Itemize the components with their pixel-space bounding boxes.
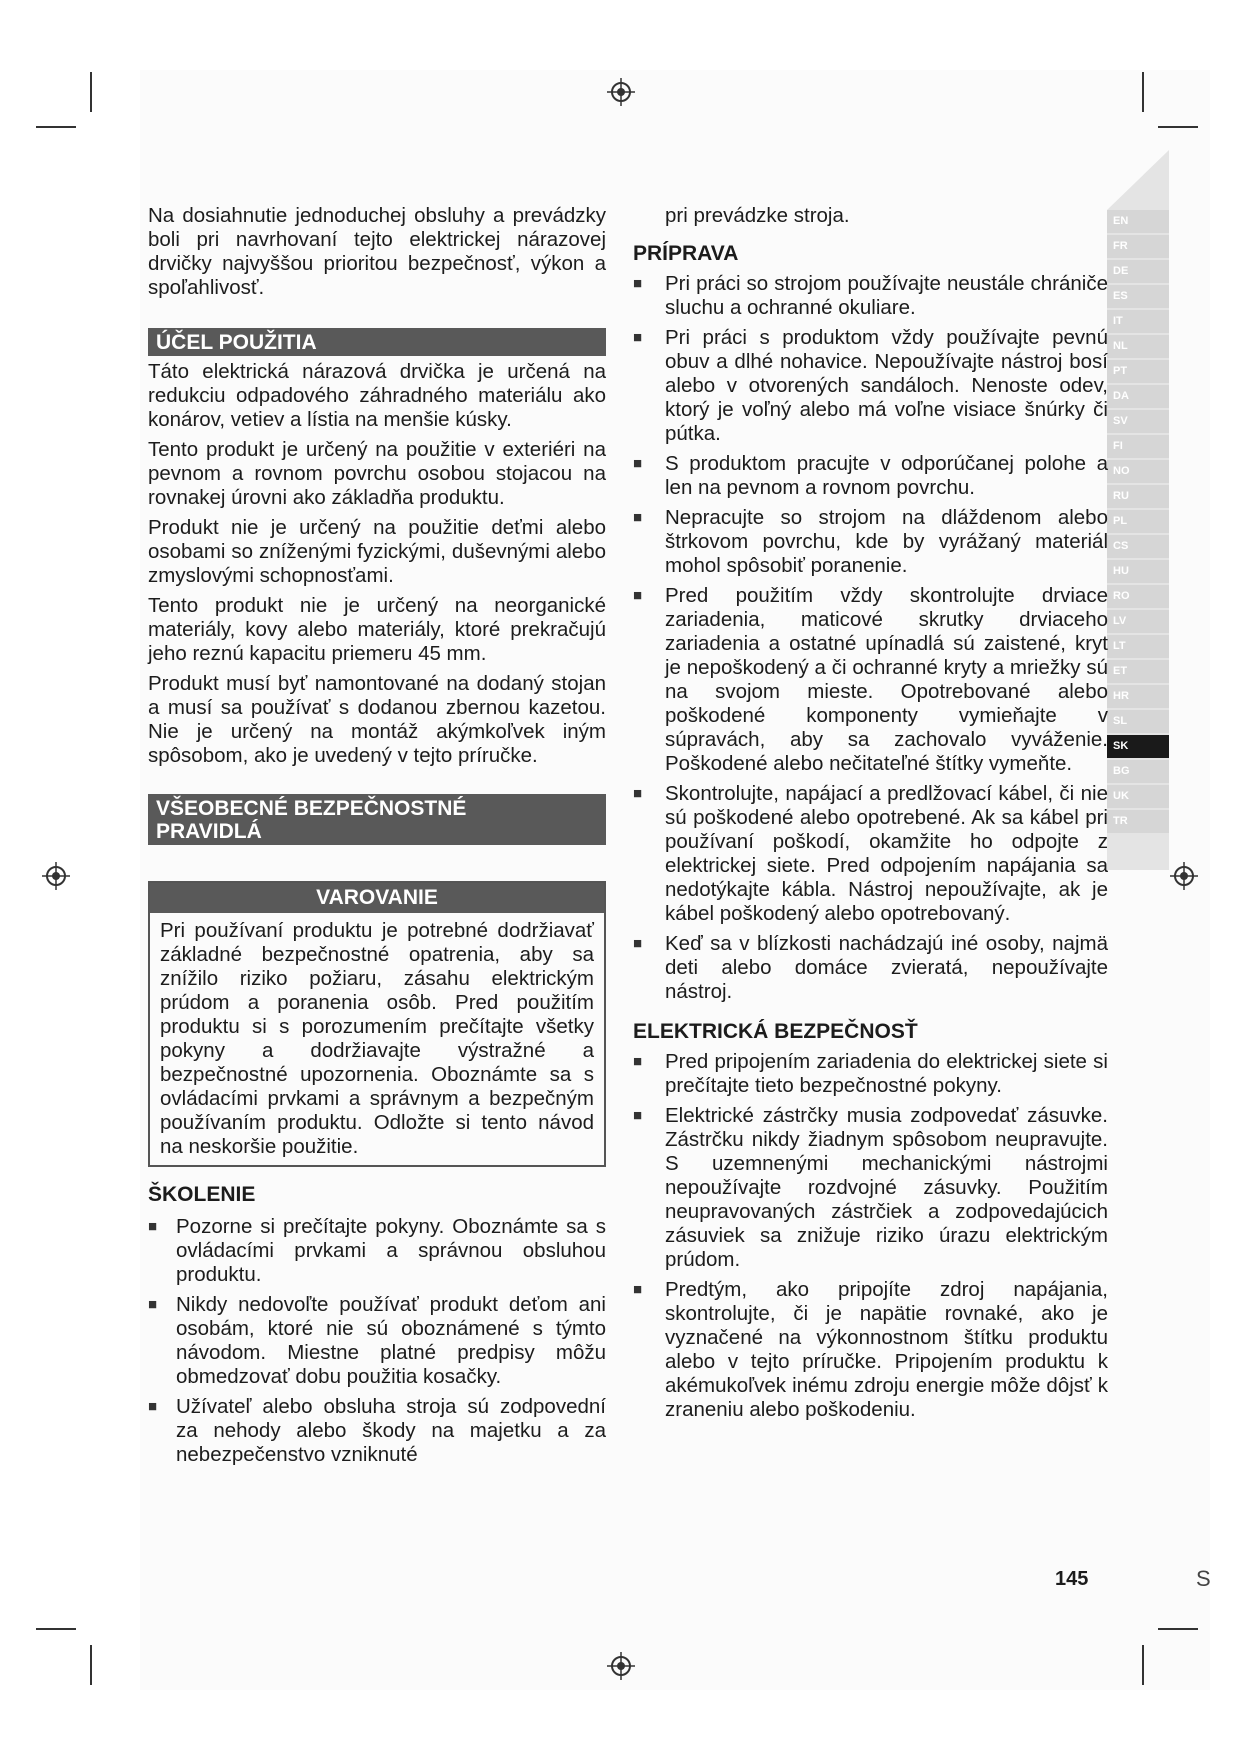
list-item: ■ Keď sa v blízkosti nachádzajú iné osoby, najmä deti alebo domáce zvieratá, nepoužívajte nástroj. bbox=[633, 932, 1108, 1004]
language-tab[interactable]: TR bbox=[1107, 810, 1169, 833]
purpose-paragraph: Produkt nie je určený na použitie deťmi alebo osobami so zníženými fyzickými, duševnými alebo zmyslovými schopnosťami. bbox=[148, 516, 606, 587]
crop-mark bbox=[36, 1628, 76, 1630]
list-item: ■ Nikdy nedovoľte používať produkt deťom ani osobám, ktoré nie sú oboznámené s týmto návodom. Miestne platné predpisy môžu obmedzovať dobu použitia kosačky. bbox=[148, 1293, 606, 1389]
continuation-text: pri prevádzke stroja. bbox=[665, 204, 850, 227]
language-tab-active[interactable]: SK bbox=[1107, 735, 1169, 758]
training-heading: ŠKOLENIE bbox=[148, 1183, 256, 1206]
list-item: ■ Pri práci so strojom používajte neustále chrániče sluchu a ochranné okuliare. bbox=[633, 272, 1108, 320]
general-safety-heading-line: VŠEOBECNÉ BEZPEČNOSTNÉ bbox=[156, 797, 467, 820]
purpose-paragraph: Tento produkt je určený na použitie v exteriéri na pevnom a rovnom povrchu osobou stojacou na rovnakej úrovni ako základňa produktu. bbox=[148, 438, 606, 509]
general-safety-heading-line: PRAVIDLÁ bbox=[156, 820, 262, 843]
language-tab-list bbox=[1107, 210, 1169, 835]
language-tab[interactable]: DA bbox=[1107, 385, 1169, 408]
registration-mark-icon bbox=[42, 862, 70, 890]
left-column bbox=[148, 204, 606, 1473]
language-tab[interactable]: FI bbox=[1107, 435, 1169, 458]
language-tab[interactable]: ET bbox=[1107, 660, 1169, 683]
language-tab[interactable]: EN bbox=[1107, 210, 1169, 233]
language-tab[interactable]: UK bbox=[1107, 785, 1169, 808]
crop-mark bbox=[1158, 1628, 1198, 1630]
preparation-heading: PRÍPRAVA bbox=[633, 242, 739, 265]
purpose-paragraph: Táto elektrická nárazová drvička je určená na redukciu odpadového záhradného materiálu ako konárov, vetiev a lístia na menšie kúsky. bbox=[148, 360, 606, 431]
language-tab[interactable]: ES bbox=[1107, 285, 1169, 308]
language-tab[interactable]: NL bbox=[1107, 335, 1169, 358]
list-item: ■ S produktom pracujte v odporúčanej polohe a len na pevnom a rovnom povrchu. bbox=[633, 452, 1108, 500]
purpose-heading: ÚČEL POUŽITIA bbox=[148, 328, 606, 356]
registration-mark-icon bbox=[607, 1652, 635, 1680]
language-tab[interactable]: PL bbox=[1107, 510, 1169, 533]
warning-title: VAROVANIE bbox=[150, 883, 604, 913]
list-item: ■ Pred použitím vždy skontrolujte drviace zariadenia, maticové skrutky drviaceho zariadenia a ostatné upínadlá sú zaistené, kryt je nepoškodený a či ochranné kryty a mriežky sú na svojom mieste. Opotrebované alebo poškodené komponenty vymieňajte v súpravách, aby sa zachovalo vyváženie. Poškodené alebo nečitateľné štítky vymeňte. bbox=[633, 584, 1108, 776]
crop-mark bbox=[1142, 1645, 1144, 1685]
language-tab[interactable]: HU bbox=[1107, 560, 1169, 583]
language-tab[interactable]: NO bbox=[1107, 460, 1169, 483]
language-tab[interactable]: RO bbox=[1107, 585, 1169, 608]
language-tab[interactable]: RU bbox=[1107, 485, 1169, 508]
warning-text: Pri používaní produktu je potrebné dodržiavať základné bezpečnostné opatrenia, aby sa znížilo riziko požiaru, zásahu elektrickým prúdom a poranenia osôb. Pred použitím produktu si s porozumením prečítajte všetky pokyny a dodržiavajte výstražné a bezpečnostné upozornenia. Oboznámte sa s ovládacími prvkami a správnym a bezpečným používaním produktu. Odložte si tento návod na neskoršie použitie. bbox=[160, 919, 594, 1158]
language-tab[interactable]: SL bbox=[1107, 710, 1169, 733]
purpose-paragraph: Produkt musí byť namontované na dodaný stojan a musí sa používať s dodanou zbernou kazetou. Nie je určený na montáž akýmkoľvek iným spôsobom, ako je uvedený v tejto príručke. bbox=[148, 672, 606, 767]
language-tab[interactable]: IT bbox=[1107, 310, 1169, 333]
list-item: ■ Nepracujte so strojom na dláždenom alebo štrkovom povrchu, kde by vyrážaný materiál mohol spôsobiť poranenie. bbox=[633, 506, 1108, 578]
list-item: ■ Užívateľ alebo obsluha stroja sú zodpovední za nehody alebo škody na majetku a za nebezpečenstvo vzniknuté bbox=[148, 1395, 606, 1467]
registration-mark-icon bbox=[1170, 862, 1198, 890]
list-item: ■ Predtým, ako pripojíte zdroj napájania, skontrolujte, či je napätie rovnaké, ako je vyznačené na výkonnostnom štítku produktu alebo v tejto príručke. Pripojením produktu k akémukoľvek inému zdroju energie môže dôjsť k zraneniu alebo poškodeniu. bbox=[633, 1278, 1108, 1422]
electrical-heading: ELEKTRICKÁ BEZPEČNOSŤ bbox=[633, 1020, 918, 1043]
language-tab[interactable]: HR bbox=[1107, 685, 1169, 708]
language-tab[interactable]: BG bbox=[1107, 760, 1169, 783]
training-list bbox=[148, 1215, 606, 1467]
language-tab[interactable]: LV bbox=[1107, 610, 1169, 633]
purpose-paragraph: Tento produkt nie je určený na neorganické materiály, kovy alebo materiály, ktoré prekračujú jeho reznú kapacitu priemeru 45 mm. bbox=[148, 594, 606, 665]
language-tab[interactable]: CS bbox=[1107, 535, 1169, 558]
language-tab[interactable]: DE bbox=[1107, 260, 1169, 283]
preparation-list bbox=[633, 272, 1108, 1004]
language-tab[interactable]: LT bbox=[1107, 635, 1169, 658]
electrical-list bbox=[633, 1050, 1108, 1422]
language-tab[interactable]: PT bbox=[1107, 360, 1169, 383]
crop-mark bbox=[36, 126, 76, 128]
crop-mark bbox=[90, 72, 92, 112]
page-number: 145 bbox=[1055, 1568, 1089, 1590]
list-item: ■ Pred pripojením zariadenia do elektrickej siete si prečítajte tieto bezpečnostné pokyny. bbox=[633, 1050, 1108, 1098]
general-safety-heading bbox=[148, 794, 606, 845]
list-item: ■ Elektrické zástrčky musia zodpovedať zásuvke. Zástrčku nikdy žiadnym spôsobom neupravujte. S uzemnenými mechanickými nástrojmi nepoužívajte rozdvojné zásuvky. Použitím neupravovaných zástrčiek a zodpovedajúcich zásuviek sa znižuje riziko úrazu elektrickým prúdom. bbox=[633, 1104, 1108, 1272]
crop-mark bbox=[1142, 72, 1144, 112]
crop-mark bbox=[90, 1645, 92, 1685]
language-tab[interactable]: SV bbox=[1107, 410, 1169, 433]
intro-paragraph: Na dosiahnutie jednoduchej obsluhy a prevádzky boli pri navrhovaní tejto elektrickej nárazovej drvičky najvyššou prioritou bezpečnosť, výkon a spoľahlivosť. bbox=[148, 204, 606, 299]
list-item: ■ Pozorne si prečítajte pokyny. Oboznámte sa s ovládacími prvkami a správnou obsluhou produktu. bbox=[148, 1215, 606, 1287]
list-item: ■ Pri práci s produktom vždy používajte pevnú obuv a dlhé nohavice. Nepoužívajte nástroj bosí alebo v otvorených sandáloch. Nenoste odev, ktorý je voľný alebo má voľne visiace šnúrky či pútka. bbox=[633, 326, 1108, 446]
warning-box bbox=[148, 881, 606, 1167]
right-column bbox=[633, 204, 1108, 1428]
registration-mark-icon bbox=[607, 78, 635, 106]
list-item: ■ Skontrolujte, napájací a predlžovací kábel, či nie sú poškodené alebo opotrebené. Ak sa kábel pri používaní poškodí, okamžite ho odpojte z elektrickej siete. Pred odpojením napájania sa nedotýkajte kábla. Nástroj nepoužívajte, ak je kábel poškodený alebo opotrebovaný. bbox=[633, 782, 1108, 926]
language-tab[interactable]: FR bbox=[1107, 235, 1169, 258]
crop-mark bbox=[1158, 126, 1198, 128]
cut-off-margin-letter: S bbox=[1196, 1566, 1211, 1591]
